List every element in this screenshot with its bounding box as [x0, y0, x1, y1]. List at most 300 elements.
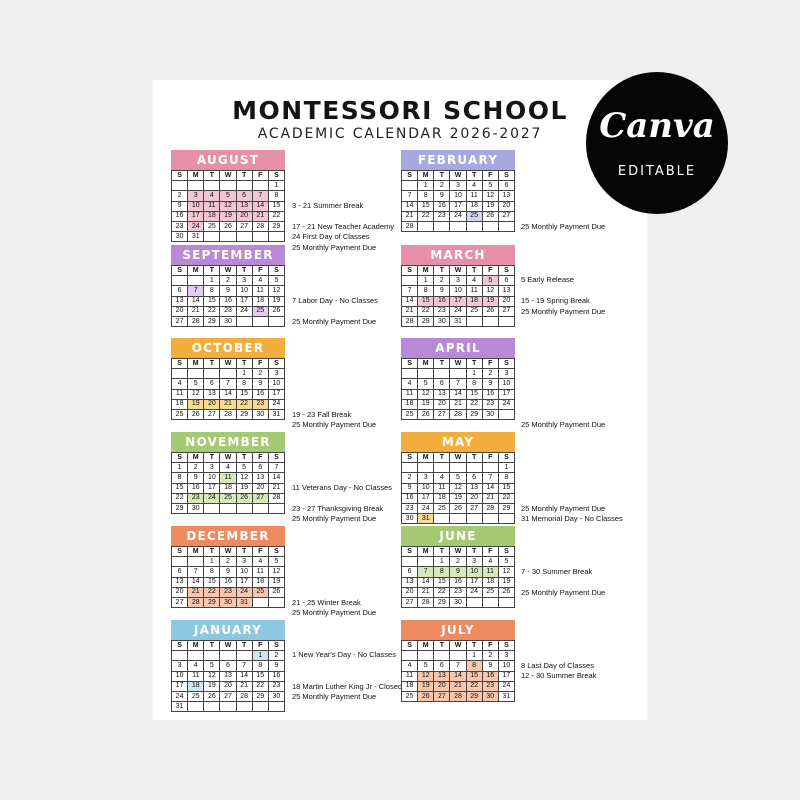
weekday-label: T	[434, 359, 450, 369]
day-cell: 24	[498, 399, 514, 409]
day-cell: 21	[402, 211, 418, 221]
weekday-row	[172, 453, 285, 463]
day-cell: 4	[188, 661, 204, 671]
day-cell: 19	[418, 399, 434, 409]
day-cell: 12	[268, 567, 284, 577]
day-cell: 27	[204, 409, 220, 419]
event-note: 17 - 21 New Teacher Academy	[292, 222, 395, 231]
day-cell: 31	[188, 232, 204, 242]
event-note: 12 - 30 Summer Break	[521, 671, 597, 681]
empty-cell	[498, 316, 514, 326]
week-row	[172, 463, 285, 473]
day-cell: 19	[482, 201, 498, 211]
day-cell: 25	[172, 409, 188, 419]
day-cell: 21	[450, 399, 466, 409]
day-cell: 11	[252, 286, 268, 296]
weekday-label: W	[220, 359, 236, 369]
empty-cell	[236, 181, 252, 191]
day-cell: 8	[418, 286, 434, 296]
day-cell: 14	[402, 296, 418, 306]
weekday-label: S	[498, 641, 514, 651]
empty-cell	[252, 597, 268, 607]
day-cell: 14	[450, 671, 466, 681]
day-cell: 3	[188, 191, 204, 201]
day-cell: 14	[252, 201, 268, 211]
day-cell: 23	[482, 399, 498, 409]
week-row	[172, 389, 285, 399]
day-cell: 26	[418, 409, 434, 419]
month-grid	[171, 170, 285, 242]
day-cell: 21	[236, 681, 252, 691]
week-row	[402, 276, 515, 286]
day-cell: 22	[466, 681, 482, 691]
day-cell: 7	[268, 463, 284, 473]
empty-cell	[236, 232, 252, 242]
day-cell: 24	[204, 493, 220, 503]
empty-cell	[220, 651, 236, 661]
day-cell: 11	[466, 191, 482, 201]
day-cell: 28	[188, 316, 204, 326]
empty-cell	[204, 503, 220, 513]
day-cell: 8	[466, 379, 482, 389]
day-cell: 29	[268, 221, 284, 231]
week-row	[402, 577, 515, 587]
day-cell: 25	[466, 306, 482, 316]
day-cell: 27	[252, 493, 268, 503]
day-cell: 13	[252, 473, 268, 483]
month-grid	[171, 640, 285, 712]
empty-cell	[188, 557, 204, 567]
weekday-label: T	[204, 453, 220, 463]
day-cell: 24	[466, 587, 482, 597]
empty-cell	[482, 514, 498, 524]
day-cell: 26	[204, 691, 220, 701]
day-cell: 9	[252, 379, 268, 389]
day-cell: 12	[418, 671, 434, 681]
day-cell: 27	[434, 691, 450, 701]
day-cell: 14	[236, 671, 252, 681]
day-cell: 5	[482, 181, 498, 191]
weekday-label: T	[466, 266, 482, 276]
empty-cell	[434, 651, 450, 661]
day-cell: 23	[252, 399, 268, 409]
empty-cell	[466, 597, 482, 607]
empty-cell	[450, 463, 466, 473]
event-note: 25 Monthly Payment Due	[292, 242, 377, 252]
day-cell: 24	[188, 221, 204, 231]
day-cell: 6	[434, 379, 450, 389]
day-cell: 30	[482, 691, 498, 701]
day-cell: 27	[434, 409, 450, 419]
weekday-label: M	[418, 641, 434, 651]
editable-label: EDITABLE	[617, 164, 697, 179]
weekday-label: S	[172, 453, 188, 463]
day-cell: 16	[252, 389, 268, 399]
week-row	[172, 557, 285, 567]
day-cell: 16	[172, 211, 188, 221]
day-cell: 1	[466, 651, 482, 661]
day-cell: 12	[204, 671, 220, 681]
empty-cell	[220, 503, 236, 513]
day-cell: 13	[172, 296, 188, 306]
day-cell: 30	[450, 597, 466, 607]
empty-cell	[268, 316, 284, 326]
day-cell: 10	[498, 379, 514, 389]
day-cell: 29	[204, 597, 220, 607]
day-cell: 2	[172, 191, 188, 201]
day-cell: 8	[204, 567, 220, 577]
day-cell: 2	[220, 557, 236, 567]
day-cell: 3	[466, 557, 482, 567]
week-row	[172, 379, 285, 389]
day-cell: 14	[482, 483, 498, 493]
day-cell: 9	[450, 567, 466, 577]
day-cell: 14	[402, 201, 418, 211]
empty-cell	[434, 463, 450, 473]
week-row	[402, 681, 515, 691]
empty-cell	[220, 232, 236, 242]
day-cell: 2	[434, 181, 450, 191]
day-cell: 25	[252, 587, 268, 597]
day-cell: 18	[220, 483, 236, 493]
weekday-label: M	[188, 547, 204, 557]
day-cell: 2	[188, 463, 204, 473]
day-cell: 18	[188, 681, 204, 691]
month-header: AUGUST	[171, 150, 285, 170]
day-cell: 20	[172, 306, 188, 316]
weekday-label: W	[450, 266, 466, 276]
day-cell: 31	[172, 702, 188, 712]
day-cell: 25	[466, 211, 482, 221]
month-grid	[171, 452, 285, 514]
empty-cell	[418, 557, 434, 567]
day-cell: 20	[498, 296, 514, 306]
day-cell: 24	[268, 399, 284, 409]
day-cell: 30	[434, 316, 450, 326]
week-row	[402, 296, 515, 306]
month-nov	[171, 432, 285, 514]
weekday-label: S	[498, 266, 514, 276]
day-cell: 28	[268, 493, 284, 503]
day-cell: 12	[220, 201, 236, 211]
day-cell: 30	[172, 232, 188, 242]
day-cell: 9	[220, 567, 236, 577]
weekday-label: T	[434, 171, 450, 181]
weekday-label: M	[188, 359, 204, 369]
day-cell: 26	[188, 409, 204, 419]
day-cell: 20	[434, 399, 450, 409]
week-row	[172, 211, 285, 221]
event-note: 21 - 25 Winter Break	[292, 598, 361, 607]
week-row	[402, 493, 515, 503]
empty-cell	[450, 514, 466, 524]
day-cell: 26	[268, 306, 284, 316]
weekday-row	[402, 641, 515, 651]
day-cell: 6	[252, 463, 268, 473]
day-cell: 7	[188, 286, 204, 296]
day-cell: 5	[482, 276, 498, 286]
day-cell: 5	[188, 379, 204, 389]
day-cell: 7	[482, 473, 498, 483]
day-cell: 19	[268, 577, 284, 587]
month-mar	[401, 245, 515, 327]
week-row	[402, 201, 515, 211]
event-note: 25 Monthly Payment Due	[292, 420, 377, 430]
day-cell: 19	[498, 577, 514, 587]
weekday-label: W	[450, 641, 466, 651]
day-cell: 23	[220, 587, 236, 597]
day-cell: 24	[172, 691, 188, 701]
week-row	[172, 232, 285, 242]
day-cell: 23	[188, 493, 204, 503]
event-note: 25 Monthly Payment Due	[292, 608, 377, 618]
weekday-label: T	[434, 547, 450, 557]
day-cell: 1	[498, 463, 514, 473]
empty-cell	[466, 514, 482, 524]
day-cell: 11	[434, 483, 450, 493]
week-row	[172, 651, 285, 661]
empty-cell	[498, 221, 514, 231]
month-may	[401, 432, 515, 524]
month-grid	[171, 358, 285, 420]
day-cell: 13	[204, 389, 220, 399]
day-cell: 26	[482, 211, 498, 221]
day-cell: 3	[236, 557, 252, 567]
empty-cell	[172, 557, 188, 567]
day-cell: 15	[172, 483, 188, 493]
day-cell: 13	[220, 671, 236, 681]
month-header: FEBRUARY	[401, 150, 515, 170]
day-cell: 25	[482, 587, 498, 597]
day-cell: 22	[434, 587, 450, 597]
week-row	[402, 567, 515, 577]
day-cell: 13	[498, 286, 514, 296]
day-cell: 17	[268, 389, 284, 399]
day-cell: 11	[402, 389, 418, 399]
empty-cell	[482, 463, 498, 473]
day-cell: 29	[466, 691, 482, 701]
day-cell: 20	[172, 587, 188, 597]
day-cell: 19	[268, 296, 284, 306]
empty-cell	[172, 369, 188, 379]
week-row	[402, 211, 515, 221]
day-cell: 12	[418, 389, 434, 399]
day-cell: 2	[268, 651, 284, 661]
weekday-label: T	[204, 266, 220, 276]
month-header: JUNE	[401, 526, 515, 546]
day-cell: 9	[434, 191, 450, 201]
day-cell: 23	[434, 211, 450, 221]
weekday-label: S	[402, 547, 418, 557]
week-row	[172, 567, 285, 577]
event-note: 25 Monthly Payment Due	[521, 420, 606, 430]
empty-cell	[204, 702, 220, 712]
day-cell: 15	[466, 389, 482, 399]
empty-cell	[236, 316, 252, 326]
day-cell: 4	[466, 181, 482, 191]
weekday-label: T	[204, 171, 220, 181]
weekday-label: S	[172, 547, 188, 557]
day-cell: 15	[204, 577, 220, 587]
empty-cell	[418, 221, 434, 231]
day-cell: 15	[268, 201, 284, 211]
weekday-row	[172, 641, 285, 651]
empty-cell	[450, 221, 466, 231]
day-cell: 19	[220, 211, 236, 221]
day-cell: 8	[466, 661, 482, 671]
day-cell: 6	[498, 181, 514, 191]
day-cell: 5	[268, 276, 284, 286]
weekday-label: F	[482, 547, 498, 557]
day-cell: 26	[450, 503, 466, 513]
day-cell: 17	[450, 201, 466, 211]
empty-cell	[418, 651, 434, 661]
day-cell: 28	[402, 221, 418, 231]
event-note: 25 Monthly Payment Due	[292, 317, 377, 326]
day-cell: 12	[450, 483, 466, 493]
day-cell: 3	[498, 369, 514, 379]
empty-cell	[482, 316, 498, 326]
weekday-row	[402, 453, 515, 463]
day-cell: 26	[482, 306, 498, 316]
weekday-label: W	[450, 547, 466, 557]
day-cell: 5	[450, 473, 466, 483]
day-cell: 11	[188, 671, 204, 681]
day-cell: 11	[204, 201, 220, 211]
day-cell: 31	[268, 409, 284, 419]
weekday-label: F	[252, 547, 268, 557]
day-cell: 15	[252, 671, 268, 681]
day-cell: 9	[172, 201, 188, 211]
weekday-label: W	[220, 641, 236, 651]
day-cell: 25	[434, 503, 450, 513]
day-cell: 6	[466, 473, 482, 483]
empty-cell	[402, 181, 418, 191]
month-dec	[171, 526, 285, 608]
empty-cell	[268, 702, 284, 712]
day-cell: 27	[172, 597, 188, 607]
weekday-label: M	[188, 171, 204, 181]
month-grid	[171, 546, 285, 608]
day-cell: 25	[220, 493, 236, 503]
empty-cell	[252, 316, 268, 326]
day-cell: 7	[402, 191, 418, 201]
day-cell: 30	[268, 691, 284, 701]
empty-cell	[172, 276, 188, 286]
day-cell: 21	[402, 306, 418, 316]
day-cell: 3	[450, 181, 466, 191]
event-note: 23 - 27 Thanksgiving Break	[292, 504, 384, 513]
day-cell: 24	[418, 503, 434, 513]
day-cell: 1	[236, 369, 252, 379]
week-row	[172, 409, 285, 419]
weekday-label: F	[482, 171, 498, 181]
day-cell: 29	[204, 316, 220, 326]
day-cell: 7	[402, 286, 418, 296]
day-cell: 18	[252, 296, 268, 306]
week-row	[172, 577, 285, 587]
empty-cell	[418, 369, 434, 379]
day-cell: 17	[236, 296, 252, 306]
day-cell: 20	[236, 211, 252, 221]
day-cell: 14	[188, 577, 204, 587]
day-cell: 24	[450, 306, 466, 316]
empty-cell	[188, 181, 204, 191]
day-cell: 30	[482, 409, 498, 419]
weekday-label: T	[434, 453, 450, 463]
day-cell: 8	[498, 473, 514, 483]
day-cell: 18	[172, 399, 188, 409]
week-row	[172, 201, 285, 211]
day-cell: 9	[268, 661, 284, 671]
empty-cell	[434, 221, 450, 231]
day-cell: 6	[220, 661, 236, 671]
day-cell: 10	[236, 567, 252, 577]
week-row	[172, 296, 285, 306]
event-note: 3 - 21 Summer Break	[292, 201, 364, 211]
empty-cell	[402, 557, 418, 567]
day-cell: 16	[482, 671, 498, 681]
day-cell: 7	[252, 191, 268, 201]
day-cell: 20	[498, 201, 514, 211]
week-row	[402, 463, 515, 473]
day-cell: 4	[204, 191, 220, 201]
day-cell: 12	[482, 191, 498, 201]
weekday-label: M	[418, 359, 434, 369]
day-cell: 21	[482, 493, 498, 503]
weekday-label: T	[466, 171, 482, 181]
empty-cell	[204, 232, 220, 242]
day-cell: 22	[204, 306, 220, 316]
day-cell: 16	[434, 296, 450, 306]
empty-cell	[434, 369, 450, 379]
week-row	[172, 369, 285, 379]
day-cell: 5	[418, 379, 434, 389]
week-row	[172, 316, 285, 326]
day-cell: 13	[466, 483, 482, 493]
day-cell: 29	[252, 691, 268, 701]
weekday-label: W	[220, 453, 236, 463]
weekday-label: F	[252, 641, 268, 651]
week-row	[402, 306, 515, 316]
weekday-label: W	[450, 359, 466, 369]
empty-cell	[220, 181, 236, 191]
day-cell: 17	[450, 296, 466, 306]
weekday-label: S	[172, 641, 188, 651]
day-cell: 15	[498, 483, 514, 493]
day-cell: 8	[172, 473, 188, 483]
event-note: 8 Last Day of Classes	[521, 660, 594, 670]
weekday-row	[172, 359, 285, 369]
day-cell: 11	[220, 473, 236, 483]
day-cell: 6	[402, 567, 418, 577]
empty-cell	[188, 651, 204, 661]
week-row	[172, 661, 285, 671]
weekday-label: T	[236, 266, 252, 276]
day-cell: 9	[482, 379, 498, 389]
weekday-label: M	[418, 171, 434, 181]
weekday-label: W	[450, 453, 466, 463]
empty-cell	[252, 232, 268, 242]
day-cell: 3	[268, 369, 284, 379]
day-cell: 31	[236, 597, 252, 607]
day-cell: 28	[252, 221, 268, 231]
day-cell: 1	[418, 276, 434, 286]
month-header: MARCH	[401, 245, 515, 265]
day-cell: 11	[482, 567, 498, 577]
empty-cell	[434, 514, 450, 524]
day-cell: 1	[204, 557, 220, 567]
